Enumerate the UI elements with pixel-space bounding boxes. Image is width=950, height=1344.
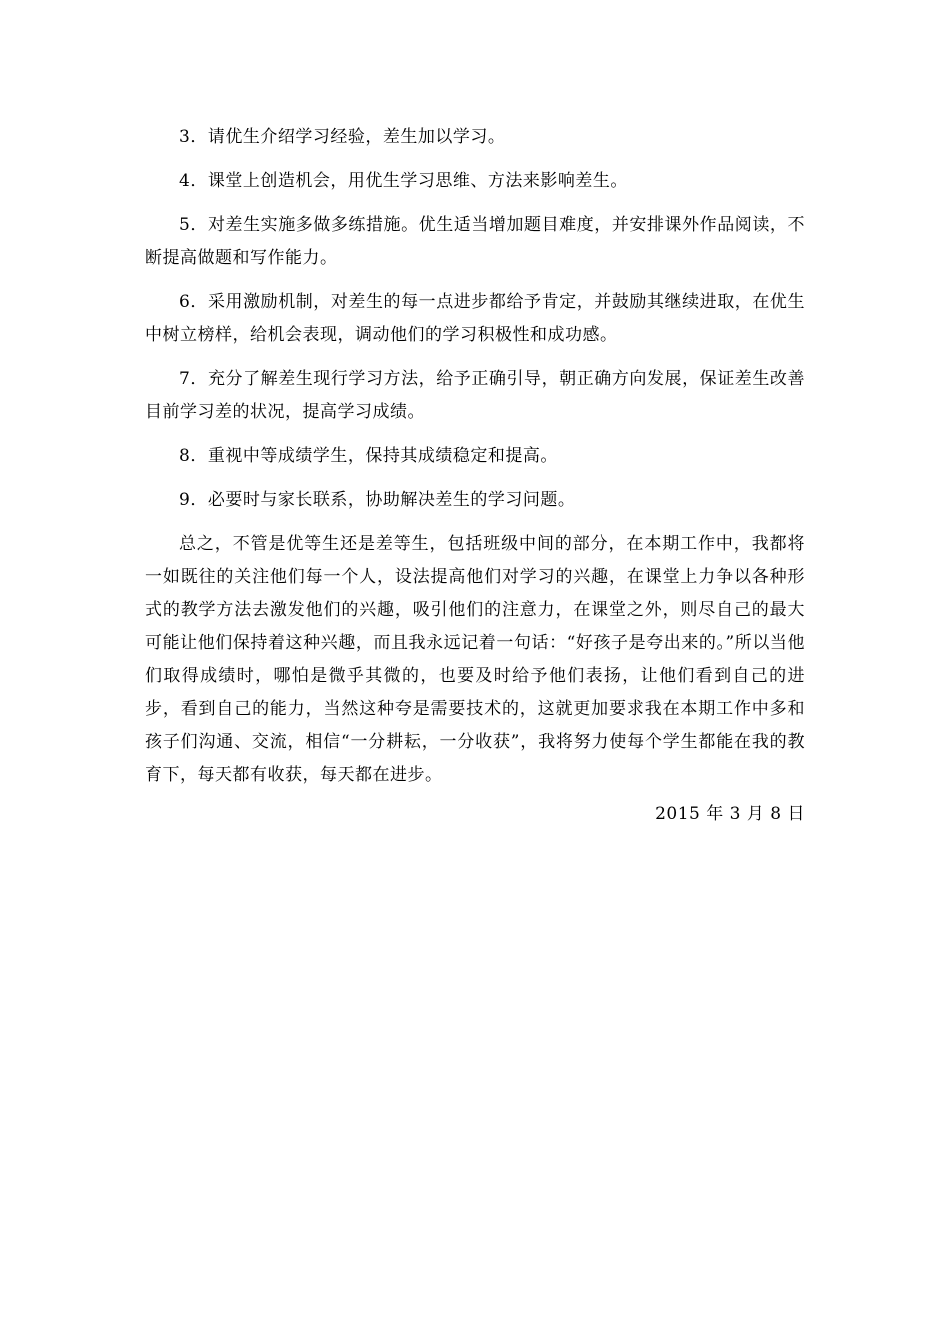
paragraph-summary: 总之，不管是优等生还是差等生，包括班级中间的部分，在本期工作中，我都将一如既往的关注他们每一个人，设法提高他们对学习的兴趣，在课堂上力争以各种形式的教学方法去激发他们的兴趣，吸引他们的注意力，在课堂之外，则尽自己的最大可能让他们保持着这种兴趣，而且我永远记着一句话：“好孩子是夸出来的。”所以当他们取得成绩时，哪怕是微乎其微的，也要及时给予他们表扬，让他们看到自己的进步，看到自己的能力，当然这种夸是需要技术的，这就更加要求我在本期工作中多和孩子们沟通、交流，相信“一分耕耘，一分收获”，我将努力使每个学生都能在我的教育下，每天都有收获，每天都在进步。 (145, 534, 805, 785)
paragraph-item-4: 4．课堂上创造机会，用优生学习思维、方法来影响差生。 (179, 171, 628, 191)
paragraph-item-8: 8．重视中等成绩学生，保持其成绩稳定和提高。 (179, 446, 558, 466)
paragraph-item-5: 5．对差生实施多做多练措施。优生适当增加题目难度，并安排课外作品阅读，不断提高做题和写作能力。 (145, 215, 805, 268)
document-body (145, 121, 805, 825)
paragraph-item-7: 7．充分了解差生现行学习方法，给予正确引导，朝正确方向发展，保证差生改善目前学习差的状况，提高学习成绩。 (145, 369, 805, 422)
paragraph-item-6: 6．采用激励机制，对差生的每一点进步都给予肯定，并鼓励其继续进取，在优生中树立榜样，给机会表现，调动他们的学习积极性和成功感。 (145, 292, 805, 345)
paragraph-item-9: 9．必要时与家长联系，协助解决差生的学习问题。 (179, 490, 576, 510)
document-date: 2015 年 3 月 8 日 (655, 804, 805, 824)
paragraph-item-3: 3．请优生介绍学习经验，差生加以学习。 (179, 127, 506, 147)
